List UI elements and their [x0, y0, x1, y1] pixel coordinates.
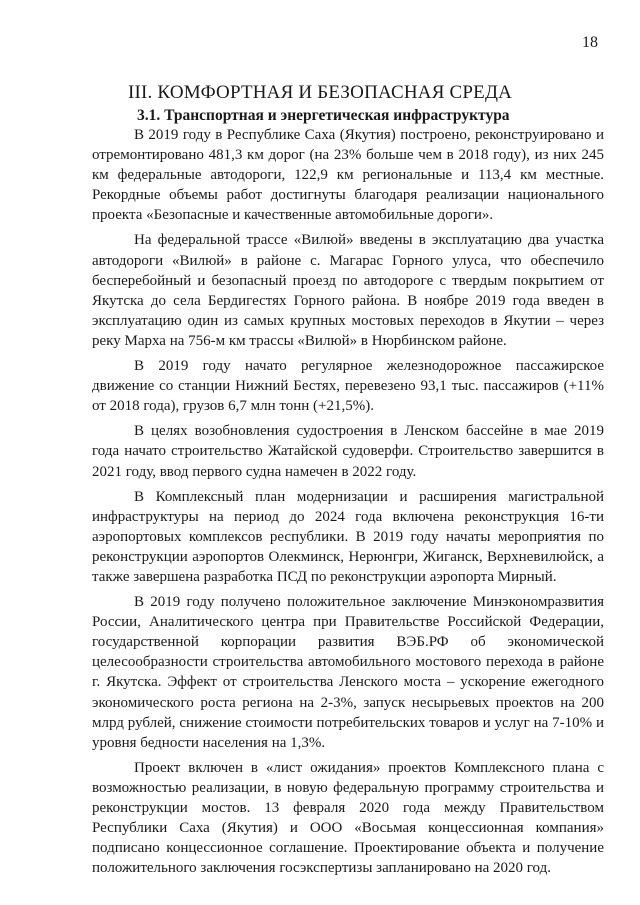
- paragraph-road-construction: В 2019 году в Республике Саха (Якутия) построено, реконструировано и отремонтировано 481,3 км дорог (на 23% больше чем в 2018 году), из них 245 км федеральные автодороги, 122,9 км региональные и 113,4 км местные. Рекордные объемы работ достигнуты благодаря реализации национального проекта «Безопасные и качественные автомобильные дороги».: [92, 127, 604, 224]
- section-title: III. КОМФОРТНАЯ И БЕЗОПАСНАЯ СРЕДА: [127, 82, 513, 103]
- subsection-title: 3.1. Транспортная и энергетическая инфраструктура: [137, 107, 510, 124]
- paragraph-airports: В Комплексный план модернизации и расширения магистральной инфраструктуры на период до 2024 года включена реконструкция 16-ти аэропортовых комплексов республики. В 2019 году начаты мероприятия по реконструкции аэропортов Олекминск, Нерюнгри, Жиганск, Верхневилюйск, а также завершена разработка ПСД по реконструкции аэропорта Мирный.: [92, 488, 604, 585]
- paragraph-concession: Проект включен в «лист ожидания» проектов Комплексного плана с возможностью реализации, в новую федеральную программу строительства и реконструкции мостов. 13 февраля 2020 года между Правительством Республики Саха (Якутия) и ООО «Восьмая концессионная компания» подписано концессионное соглашение. Проектирование объекта и получение положительного заключения госэкспертизы запланировано на 2020 год.: [92, 759, 604, 877]
- paragraph-shipyard: В целях возобновления судостроения в Ленском бассейне в мае 2019 года начато строительство Жатайской судоверфи. Строительство завершится в 2021 году, ввод первого судна намечен в 2022 году.: [92, 423, 604, 480]
- page-number: 18: [582, 34, 598, 51]
- body-text: [92, 125, 604, 883]
- paragraph-vilyuy-highway: На федеральной трассе «Вилюй» введены в эксплуатацию два участка автодороги «Вилюй» в районе с. Магарас Горного улуса, что обеспечило бесперебойный и безопасный проезд по автодороге с твердым покрытием от Якутска до села Бердигестях Горного района. В ноябре 2019 года введен в эксплуатацию один из самых крупных мостовых переходов в Якутии – через реку Марха на 756-м км трассы «Вилюй» в Нюрбинском районе.: [92, 232, 604, 349]
- paragraph-railway: В 2019 году начато регулярное железнодорожное пассажирское движение со станции Нижний Бестях, перевезено 93,1 тыс. пассажиров (+11% от 2018 года), грузов 6,7 млн тонн (+21,5%).: [92, 358, 604, 415]
- paragraph-lena-bridge: В 2019 году получено положительное заключение Минэкономразвития России, Аналитического центра при Правительстве Российской Федерации, государственной корпорации развития ВЭБ.РФ об экономической целесообразности строительства автомобильного мостового перехода в районе г. Якутска. Эффект от строительства Ленского моста – ускорение ежегодного экономического роста региона на 2-3%, запуск несырьевых проектов на 200 млрд рублей, снижение стоимости потребительских товаров и услуг на 7-10% и уровня бедности населения на 1,3%.: [92, 594, 604, 751]
